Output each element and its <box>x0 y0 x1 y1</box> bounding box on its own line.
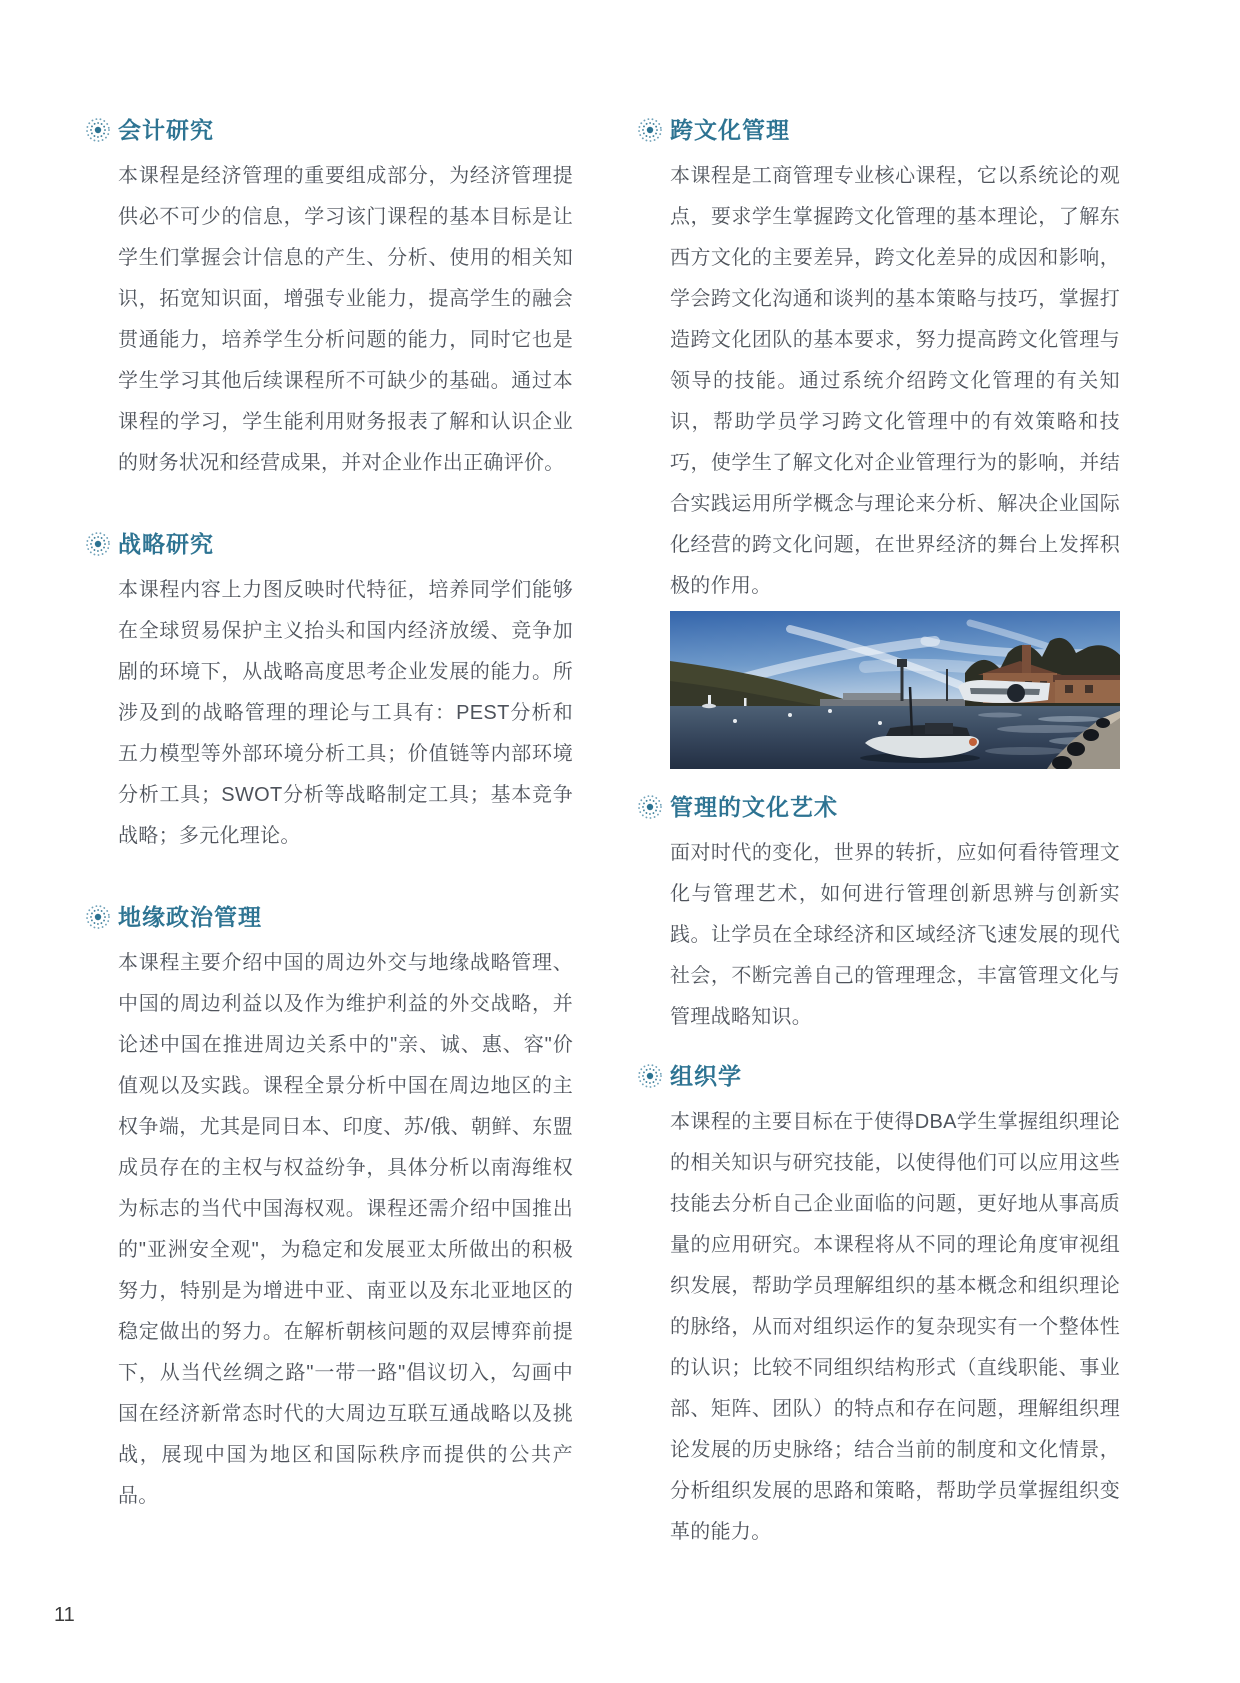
course-title <box>118 526 573 562</box>
course-section-strategy <box>118 526 573 857</box>
course-title-text: 跨文化管理 <box>670 117 790 143</box>
course-description: 本课程的主要目标在于使得DBA学生掌握组织理论的相关知识与研究技能，以使得他们可以应用这些技能去分析自己企业面临的问题，更好地从事高质量的应用研究。本课程将从不同的理论角度审视组织发展，帮助学员理解组织的基本概念和组织理论的脉络，从而对组织运作的复杂现实有一个整体性的认识；比较不同组织结构形式（直线职能、事业部、矩阵、团队）的特点和存在问题，理解组织理论发展的历史脉络；结合当前的制度和文化情景，分析组织发展的思路和策略，帮助学员掌握组织变革的能力。 <box>670 1111 1120 1543</box>
course-title <box>670 112 1120 148</box>
course-section-management-culture-art <box>670 789 1120 1038</box>
page-number: 11 <box>54 1604 75 1626</box>
course-description: 面对时代的变化，世界的转折，应如何看待管理文化与管理艺术，如何进行管理创新思辨与创新实践。让学员在全球经济和区域经济飞速发展的现代社会，不断完善自己的管理理念，丰富管理文化与管理战略知识。 <box>670 842 1120 1028</box>
sunburst-bullet-icon <box>637 1063 663 1089</box>
course-title-text: 会计研究 <box>118 117 214 143</box>
sunburst-bullet-icon <box>85 531 111 557</box>
sunburst-bullet-icon <box>85 904 111 930</box>
course-title <box>118 899 573 935</box>
course-title-text: 战略研究 <box>118 531 214 557</box>
course-title-text: 地缘政治管理 <box>118 904 262 930</box>
course-title-text: 组织学 <box>670 1063 742 1089</box>
course-section-organization-studies <box>670 1058 1120 1553</box>
course-section-accounting <box>118 112 573 484</box>
course-section-geopolitics <box>118 899 573 1517</box>
course-title <box>670 1058 1120 1094</box>
course-description: 本课程内容上力图反映时代特征，培养同学们能够在全球贸易保护主义抬头和国内经济放缓、竞争加剧的环境下，从战略高度思考企业发展的能力。所涉及到的战略管理的理论与工具有：PEST分析和五力模型等外部环境分析工具；价值链等内部环境分析工具；SWOT分析等战略制定工具；基本竞争战略；多元化理论。 <box>118 579 573 847</box>
course-section-cross-cultural <box>670 112 1120 769</box>
course-description: 本课程是经济管理的重要组成部分，为经济管理提供必不可少的信息，学习该门课程的基本目标是让学生们掌握会计信息的产生、分析、使用的相关知识，拓宽知识面，增强专业能力，提高学生的融会贯通能力，培养学生分析问题的能力，同时它也是学生学习其他后续课程所不可缺少的基础。通过本课程的学习，学生能利用财务报表了解和认识企业的财务状况和经营成果，并对企业作出正确评价。 <box>118 165 573 474</box>
course-title <box>118 112 573 148</box>
left-column <box>118 112 573 1559</box>
sunburst-bullet-icon <box>85 117 111 143</box>
course-title <box>670 789 1120 825</box>
course-description: 本课程是工商管理专业核心课程，它以系统论的观点，要求学生掌握跨文化管理的基本理论，了解东西方文化的主要差异，跨文化差异的成因和影响，学会跨文化沟通和谈判的基本策略与技巧，掌握打造跨文化团队的基本要求，努力提高跨文化管理与领导的技能。通过系统介绍跨文化管理的有关知识，帮助学员学习跨文化管理中的有效策略和技巧，使学生了解文化对企业管理行为的影响，并结合实践运用所学概念与理论来分析、解决企业国际化经营的跨文化问题，在世界经济的舞台上发挥积极的作用。 <box>670 165 1120 597</box>
right-column <box>670 112 1120 1573</box>
sunburst-bullet-icon <box>637 117 663 143</box>
course-description: 本课程主要介绍中国的周边外交与地缘战略管理、中国的周边利益以及作为维护利益的外交战略，并论述中国在推进周边关系中的"亲、诚、惠、容"价值观以及实践。课程全景分析中国在周边地区的主权争端，尤其是同日本、印度、苏/俄、朝鲜、东盟成员存在的主权与权益纷争，具体分析以南海维权为标志的当代中国海权观。课程还需介绍中国推出的"亚洲安全观"，为稳定和发展亚太所做出的积极努力，特别是为增进中亚、南亚以及东北亚地区的稳定做出的努力。在解析朝核问题的双层博弈前提下，从当代丝绸之路"一带一路"倡议切入，勾画中国在经济新常态时代的大周边互联互通战略以及挑战，展现中国为地区和国际秩序而提供的公共产品。 <box>118 952 573 1507</box>
course-title-text: 管理的文化艺术 <box>670 794 838 820</box>
harbor-photo <box>670 611 1120 769</box>
harbor-photo-illustration <box>670 611 1120 769</box>
sunburst-bullet-icon <box>637 794 663 820</box>
